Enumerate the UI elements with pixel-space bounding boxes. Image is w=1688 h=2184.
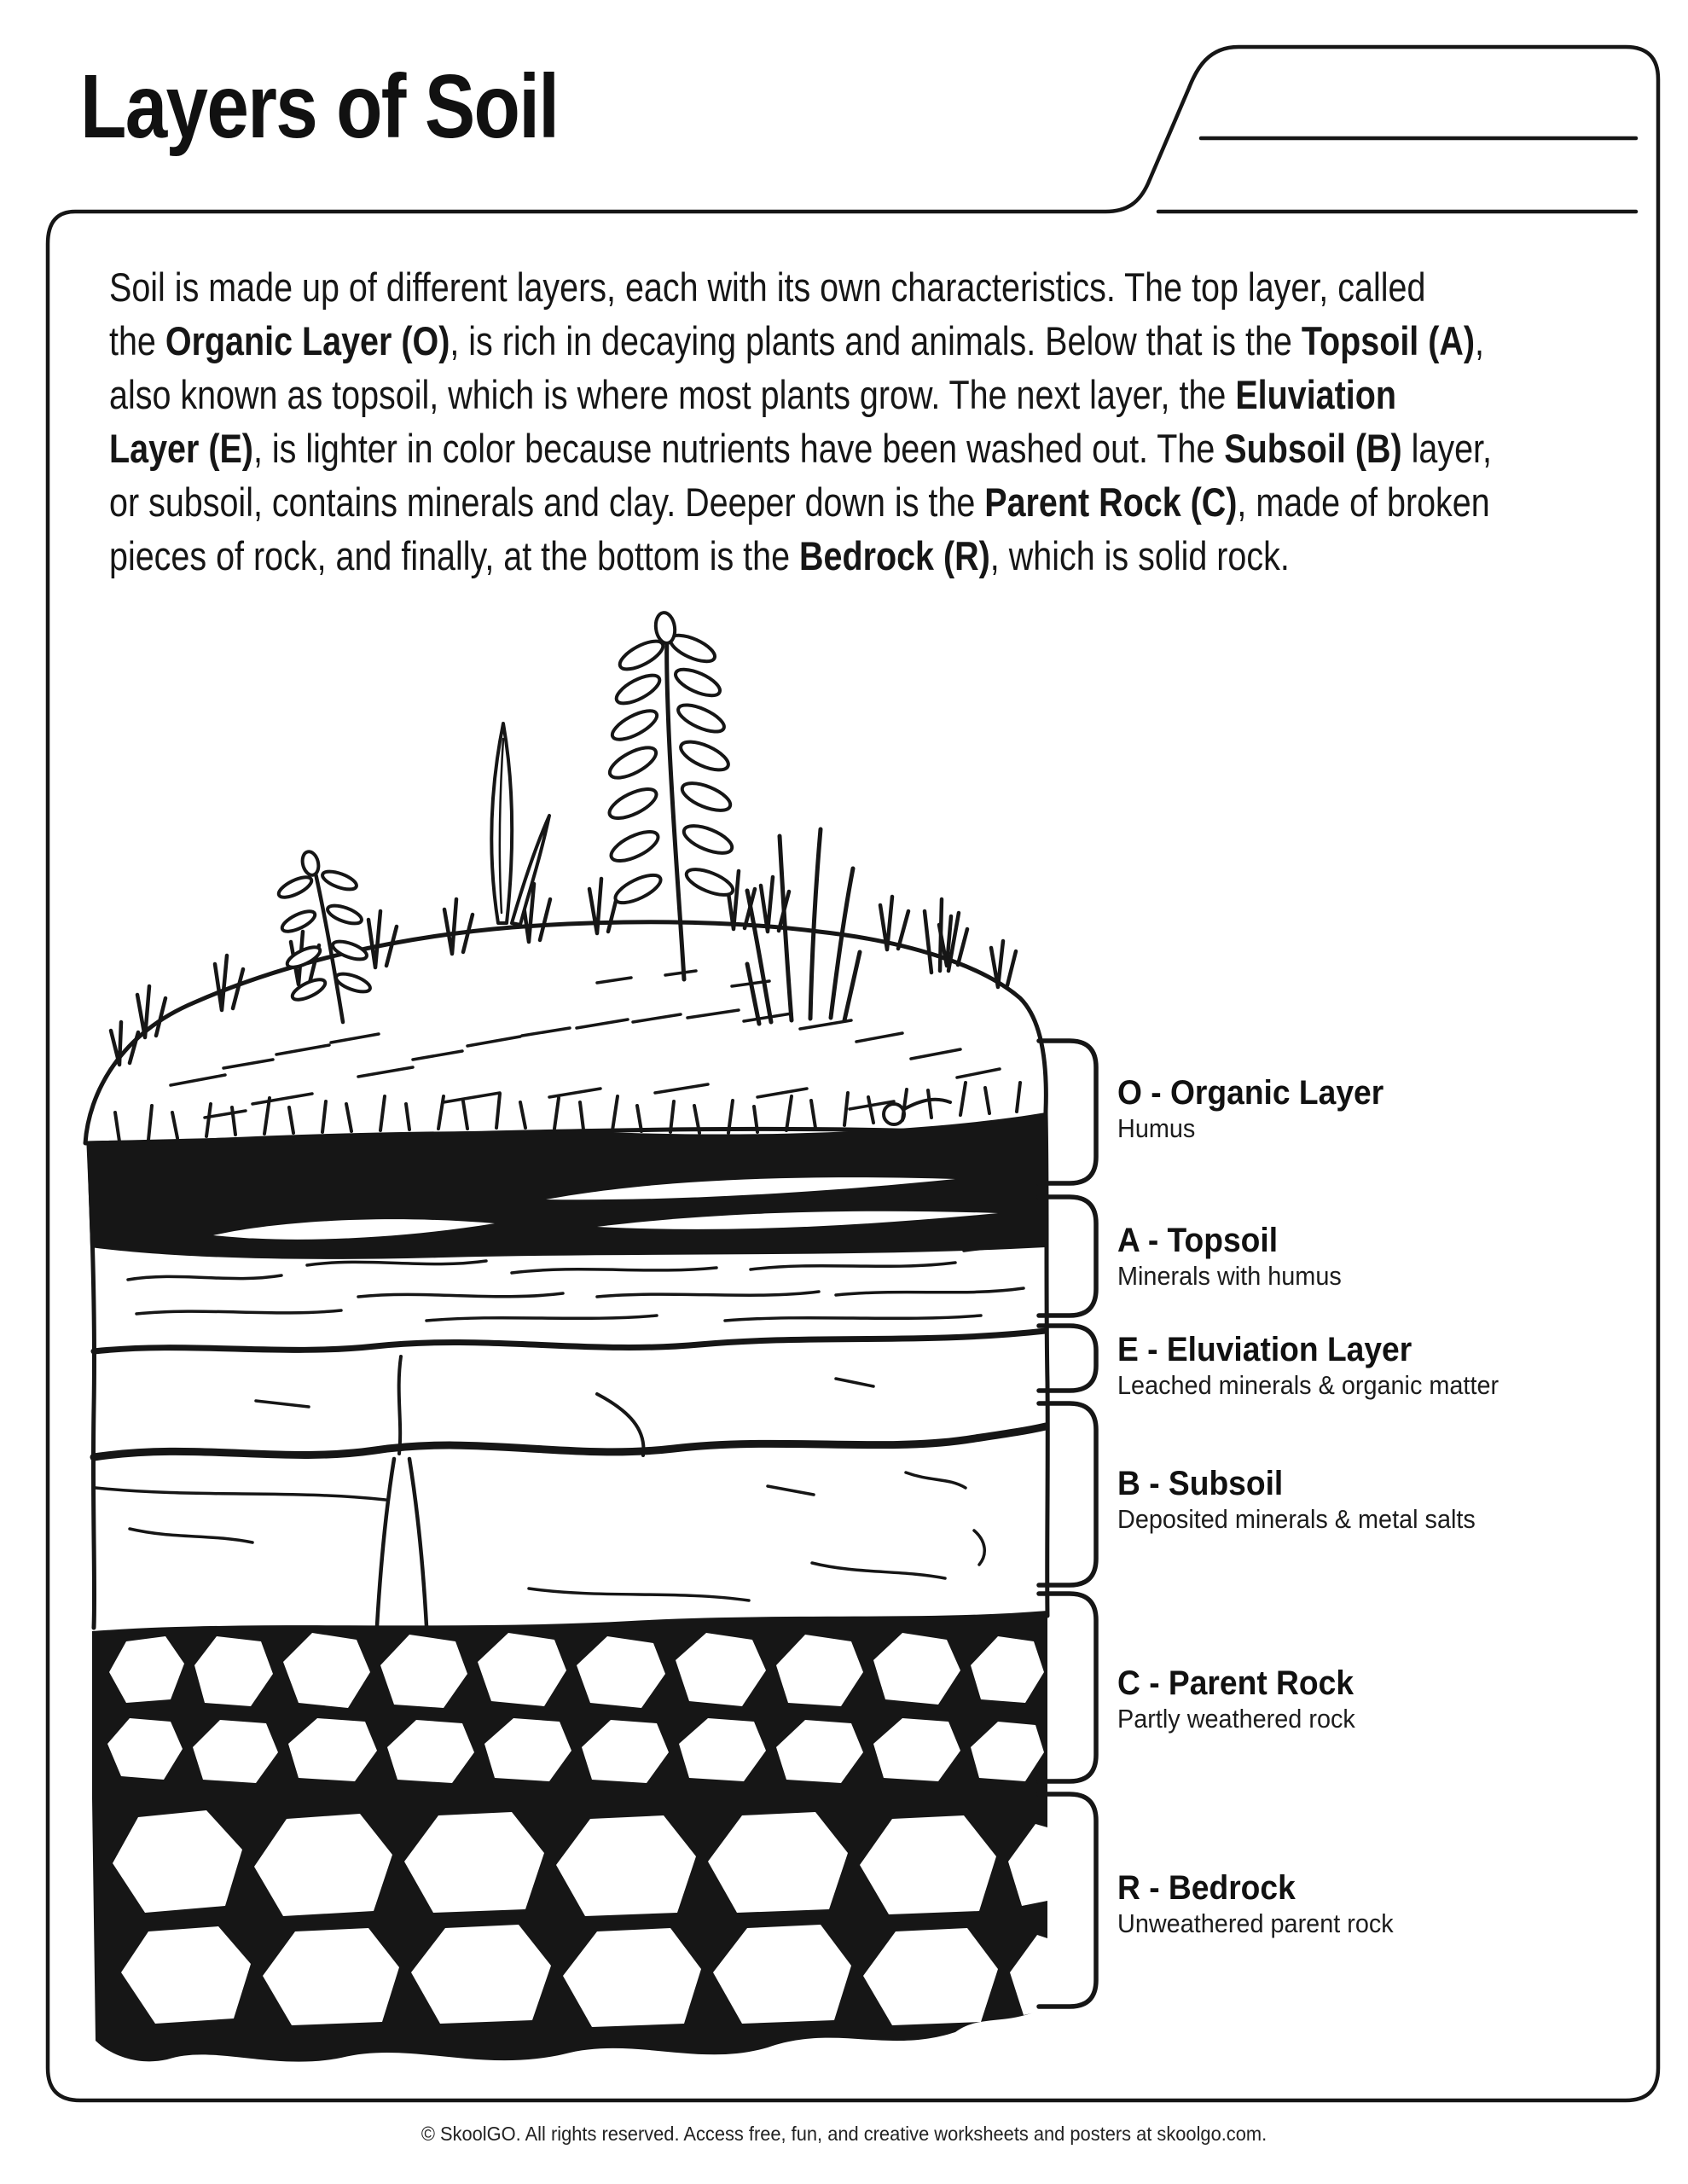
topsoil-eluviation-boundary [94, 1331, 1046, 1351]
label-title: B - Subsoil [1117, 1465, 1284, 1502]
label-bedrock [1117, 1868, 1394, 1940]
paragraph-line: or subsoil, contains minerals and clay. Deeper down is the Parent Rock (C), made of broken [109, 479, 1490, 525]
subsoil-cracks [96, 1459, 984, 1626]
label-title: A - Topsoil [1117, 1222, 1279, 1259]
page-title: Layers of Soil [80, 56, 559, 157]
intro-paragraph [109, 260, 1492, 583]
label-subtitle: Deposited minerals & metal salts [1117, 1504, 1476, 1534]
label-organic-layer [1117, 1073, 1383, 1145]
label-subtitle: Unweathered parent rock [1117, 1908, 1394, 1938]
paragraph-line: pieces of rock, and finally, at the bottom is the Bedrock (R), which is solid rock. [109, 533, 1290, 578]
label-eluviation-layer [1117, 1330, 1499, 1402]
parent-rock-layer [92, 1611, 1047, 1807]
label-parent-rock [1117, 1664, 1355, 1735]
paragraph-line: also known as topsoil, which is where most plants grow. The next layer, the Eluviation [109, 372, 1396, 417]
grass-mound [85, 871, 1046, 1143]
paragraph-line: Layer (E), is lighter in color because nutrients have been washed out. The Subsoil (B) layer, [109, 426, 1492, 471]
label-topsoil [1117, 1221, 1342, 1292]
label-title: O - Organic Layer [1117, 1074, 1384, 1112]
bedrock-layer [92, 1785, 1047, 2062]
bracket-parent-rock [1039, 1594, 1096, 1781]
footer-copyright: © SkoolGO. All rights reserved. Access free, fun, and creative worksheets and posters at skoolgo.com. [421, 2123, 1267, 2145]
eluviation-subsoil-boundary [94, 1426, 1046, 1457]
label-subtitle: Partly weathered rock [1117, 1704, 1355, 1734]
bracket-bedrock [1039, 1794, 1096, 2007]
paragraph-line: the Organic Layer (O), is rich in decaying plants and animals. Below that is the Topsoil (A), [109, 318, 1485, 363]
label-subtitle: Leached minerals & organic matter [1117, 1370, 1499, 1400]
label-subtitle: Humus [1117, 1113, 1196, 1143]
label-title: R - Bedrock [1117, 1869, 1296, 1907]
label-title: E - Eluviation Layer [1117, 1331, 1412, 1368]
paragraph-line: Soil is made up of different layers, each with its own characteristics. The top layer, called [109, 264, 1426, 310]
label-title: C - Parent Rock [1117, 1664, 1354, 1702]
label-subsoil [1117, 1464, 1476, 1536]
label-subtitle: Minerals with humus [1117, 1261, 1342, 1291]
